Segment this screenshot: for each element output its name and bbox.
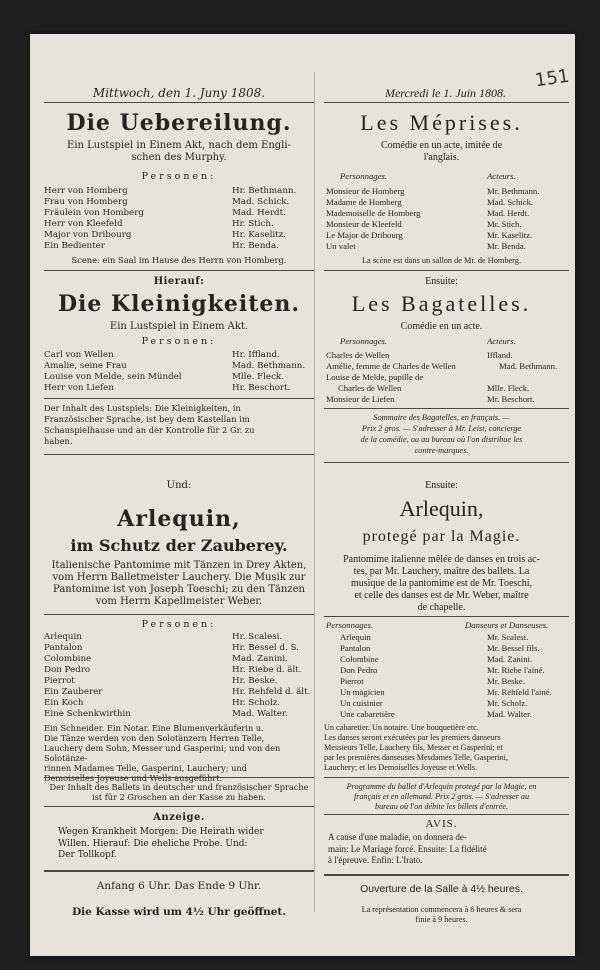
play3-headers-fr: Personnages. Danseurs et Danseuses. <box>326 620 549 630</box>
divider <box>44 777 314 778</box>
cast-row: Le Major de Dribourg Mr. Kaselitz. <box>326 230 533 240</box>
cast-row: Colombine Mad. Zanini. <box>340 654 533 664</box>
cast-row: Colombine Mad. Zanini. <box>44 654 288 664</box>
cast-row: Herr von Liefen Hr. Beschort. <box>44 383 291 393</box>
play2-title-de: Die Kleinigkeiten. <box>57 291 301 317</box>
avis-header: AVIS. <box>425 818 458 830</box>
play2-title-fr: Les Bagatelles. <box>351 291 532 316</box>
cast-row: Arlequin Mr. Scalesi. <box>340 632 529 642</box>
cast-row: Monsieur de Liefen Mr. Beschort. <box>326 394 535 404</box>
cast-row: Pierrot Mr. Beske. <box>340 676 525 686</box>
cast-row: Monsieur de Kleefeld Mr. Stich. <box>326 219 522 229</box>
divider <box>324 270 569 271</box>
anzeige-text: Wegen Krankheit Morgen: Die Heirath wider Willen. Hierauf: Die eheliche Probe. Und: Der Tollkopf. <box>58 827 264 860</box>
cast-row: Don Pedro Mr. Riebe l'ainé. <box>340 665 545 675</box>
divider <box>324 874 569 876</box>
cast-row: Arlequin Hr. Scalesi. <box>44 632 283 642</box>
cast-row: Amalie, seine Frau Mad. Bethmann. <box>44 361 306 371</box>
divider <box>324 777 569 778</box>
cast-row: Charles de Wellen Mlle. Fleck. <box>338 383 530 393</box>
anzeige-header: Anzeige. <box>153 812 205 823</box>
play2-note-fr: Sommaire des Bagatelles, en français. — Prix 2 gros. — S'adresser à Mr. Leist, concierge de la comédie, ou au bureau où l'on distribue les contre-marques. <box>360 413 523 455</box>
kasse-de: Die Kasse wird um 4½ Uhr geöffnet. <box>72 906 286 918</box>
play1-scene-fr: La scène est dans un sallon de Mr. de Homberg. <box>361 256 522 265</box>
play2-cast-fr <box>326 350 569 405</box>
play3-subtitle-fr: Pantomime italienne mêlée de danses en trois ac- tes, par Mr. Lauchery, maître des ballets. La musique de la pantomime est de Mr. Toeschi, et celle des danses est de Mr. Weber, maître de chapelle. <box>343 554 540 613</box>
ouverture-fr: Ouverture de la Salle à 4½ heures. <box>360 883 523 895</box>
avis-text: A cause d'une maladie, on donnera de- main: Le Mariage forcé. Ensuite: La fidélité à l'épreuve. Enfin: L'Irato. <box>328 832 487 865</box>
cast-row: Une cabaretière Mad. Walter. <box>340 709 532 719</box>
play1-title-fr: Les Méprises. <box>360 110 523 135</box>
french-date: Mercredi le 1. Juin 1808. <box>384 86 507 100</box>
play3-cast-header-de: Personen: <box>141 619 217 630</box>
cast-row: Pierrot Hr. Beske. <box>44 676 278 686</box>
play3-cast-fr <box>326 632 569 720</box>
cast-row: Amélie, femme de Charles de Wellen Mad. Bethmann. <box>326 361 558 371</box>
cast-row: Un valet Mr. Benda. <box>326 241 526 251</box>
divider <box>324 814 569 815</box>
play1-title-de: Die Uebereilung. <box>66 110 292 136</box>
playbill-sheet <box>30 34 575 956</box>
play3-subtitle-de: Italienische Pantomime mit Tänzen in Drey Akten, vom Herrn Balletmeister Lauchery. Die Musik zur Pantomime ist von Joseph Toeschi; zu den Tänzen vom Herrn Kapellmeister Weber. <box>51 560 307 607</box>
cast-row: Herr von Homberg Hr. Bethmann. <box>44 186 297 196</box>
play1-scene-de: Scene: ein Saal im Hause des Herrn von Homberg. <box>71 255 287 265</box>
cast-row: Charles de Wellen Iffland. <box>326 350 513 360</box>
archive-mark: 151 <box>533 65 571 92</box>
divider <box>44 614 314 615</box>
cast-row: Frau von Homberg Mad. Schick. <box>44 197 290 207</box>
cast-row: Fräulein von Homberg Mad. Herdt. <box>44 208 286 218</box>
cast-row: Don Pedro Hr. Riebe d. ält. <box>44 665 302 675</box>
divider <box>44 398 314 399</box>
play3-title-fr: Arlequin, <box>399 496 484 521</box>
play3-title-de: Arlequin, <box>117 506 241 532</box>
play3-extra-fr: Un cabaretier. Un notaire. Une bouquetière etc. Les danses seront exécutées par les premiers danseurs Messieurs Telle, Lauchery fils, Messer et Gasperini; et par les premières danseuses Mesdames Telle, Gasperini, Lauchery; et les Demoiselles Joyeuse et Wells. <box>324 723 508 772</box>
cast-row: Un magicien Mr. Rehfeld l'ainé. <box>340 687 552 697</box>
german-date: Mittwoch, den 1. Juny 1808. <box>92 86 266 100</box>
play1-subtitle-de: Ein Lustspiel in Einem Akt, nach dem Engli- schen des Murphy. <box>67 140 291 163</box>
divider <box>324 408 569 409</box>
play2-note-de: Der Inhalt des Lustspiels: Die Kleinigkeiten, in Französischer Sprache, ist bey dem Kastellan im Schauspielhause und an der Kontrolle für 2 Gr. zu haben. <box>44 403 255 446</box>
play3-cast-de <box>44 632 314 720</box>
cast-row: Ein Zauberer Hr. Rehfeld d. ält. <box>44 687 311 697</box>
play3-title2-fr: protegé par la Magie. <box>362 528 521 545</box>
play2-subtitle-de: Ein Lustspiel in Einem Akt. <box>109 321 249 332</box>
cast-row: Eine Schenkwirthin Mad. Walter. <box>44 709 288 719</box>
play2-subtitle-fr: Comédie en un acte. <box>400 321 483 332</box>
divider <box>44 102 314 103</box>
cast-row: Pantalon Hr. Bessel d. S. <box>44 643 299 653</box>
cast-row: Monsieur de Homberg Mr. Bethmann. <box>326 186 540 196</box>
und-label: Und: <box>166 480 192 491</box>
divider <box>44 454 314 455</box>
cast-row: Major von Dribourg Hr. Kaselitz. <box>44 230 286 240</box>
representation-fr: La représentation commencera à 6 heures & sera finie à 9 heures. <box>361 905 522 924</box>
play2-cast-de <box>44 350 314 394</box>
play3-title2-de: im Schutz der Zauberey. <box>70 536 288 555</box>
ensuite-label-2: Ensuite: <box>425 480 458 491</box>
play1-cast-header-de: Personen: <box>141 171 217 182</box>
hierauf-label: Hierauf: <box>153 276 205 287</box>
play3-note-de: Der Inhalt des Ballets in deutscher und französischer Sprache ist für 2 Groschen an der Kasse zu haben. <box>49 782 309 802</box>
play2-cast-header-de: Personen: <box>141 336 217 347</box>
play3-note-fr: Programme du ballet d'Arlequin protegé par la Magie, en français et en allemand. Prix 2 gros. — S'adresser au bureau où l'on débite les billets d'entrée. <box>346 782 537 811</box>
divider <box>324 462 569 463</box>
cast-row: Mademoiselle de Homberg Mad. Herdt. <box>326 208 530 218</box>
cast-row: Carl von Wellen Hr. Iffland. <box>44 350 280 360</box>
divider <box>324 102 569 103</box>
french-column <box>314 34 569 956</box>
play3-extra-de: Ein Schneider. Ein Notar. Eine Blumenverkäuferin u. Die Tänze werden von den Solotänzern Herren Telle, Lauchery dem Sohn, Messer und Gasperini; und von den Solotänze- rinnen Madames Telle, Gasperini, Lauchery; und Demoiselles Joyeuse und Wells ausgeführt. <box>44 723 281 783</box>
cast-row: Madame de Homberg Mad. Schick. <box>326 197 534 207</box>
play2-headers-fr: Personnages. Acteurs. <box>340 336 516 346</box>
divider <box>44 870 314 872</box>
play1-cast-de <box>44 186 314 252</box>
cast-row: Herr von Kleefeld Hr. Stich. <box>44 219 274 229</box>
play1-headers-fr: Personnages. Acteurs. <box>340 171 516 181</box>
cast-row: Louise von Melde, sein Mündel Mlle. Fleck. <box>44 372 284 382</box>
divider <box>324 616 569 617</box>
cast-row: Ein Bedienter Hr. Benda. <box>44 241 279 251</box>
cast-row: Ein Koch Hr. Scholz. <box>44 698 281 708</box>
cast-row: Louise de Melde, pupille de <box>326 372 424 382</box>
divider <box>44 270 314 271</box>
play1-subtitle-fr: Comédie en un acte, imitée de l'anglais. <box>380 140 503 163</box>
times-de: Anfang 6 Uhr. Das Ende 9 Uhr. <box>96 880 262 892</box>
german-column <box>44 34 314 956</box>
cast-row: Pantalon Mr. Bessel fils. <box>340 643 540 653</box>
divider <box>44 806 314 807</box>
cast-row: Un cuisinier Mr. Scholz. <box>340 698 528 708</box>
play1-cast-fr <box>326 186 569 252</box>
ensuite-label-1: Ensuite: <box>425 276 458 287</box>
